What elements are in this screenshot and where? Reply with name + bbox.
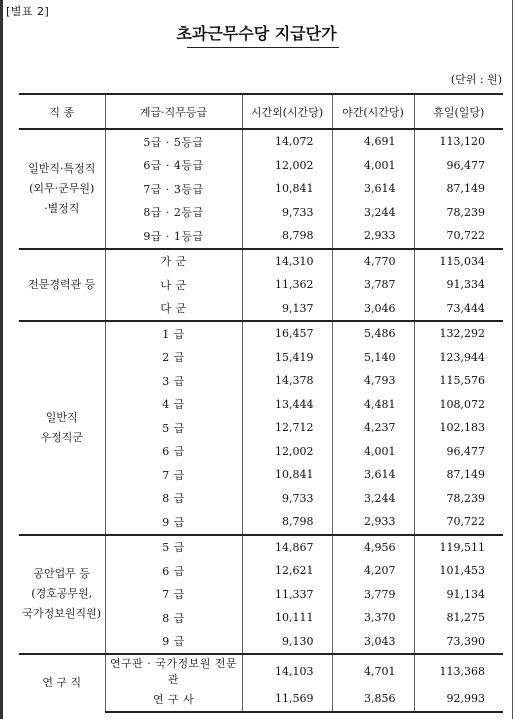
overtime-cell: 8,798 bbox=[242, 224, 332, 249]
night-cell: 4,481 bbox=[332, 393, 414, 417]
grade-cell: 6 급 bbox=[162, 445, 185, 459]
grade-cell: 가 군 bbox=[105, 249, 242, 274]
grade-cell: 9 급 bbox=[162, 515, 185, 529]
holiday-cell: 115,576 bbox=[414, 369, 503, 393]
page-title: 초과근무수당 지급단가 bbox=[176, 24, 337, 43]
grade-cell: 다 군 bbox=[160, 302, 187, 316]
holiday-cell: 132,292 bbox=[414, 321, 503, 346]
holiday-cell: 96,477 bbox=[414, 154, 503, 178]
overtime-cell: 10,111 bbox=[242, 606, 332, 630]
unit-note: (단위 : 원) bbox=[450, 73, 502, 86]
holiday-cell: 96,477 bbox=[414, 440, 503, 464]
category-line: 일반직 bbox=[45, 410, 78, 424]
overtime-cell: 16,457 bbox=[242, 321, 332, 346]
category-line: (외무·군무원) bbox=[29, 181, 95, 195]
overtime-cell: 10,841 bbox=[242, 463, 332, 487]
category-line: 일반직·특정직 bbox=[28, 161, 96, 175]
header-job-type: 직 종 bbox=[19, 94, 105, 129]
overtime-cell: 14,072 bbox=[242, 129, 332, 154]
night-cell: 4,701 bbox=[332, 654, 414, 687]
night-cell: 3,043 bbox=[332, 630, 414, 655]
overtime-cell: 12,002 bbox=[242, 440, 332, 464]
grade-cell: 2 급 bbox=[162, 351, 185, 365]
night-cell: 3,856 bbox=[332, 687, 414, 712]
holiday-cell: 123,944 bbox=[414, 346, 503, 370]
overtime-cell: 12,621 bbox=[242, 559, 332, 583]
holiday-cell: 78,239 bbox=[414, 201, 503, 225]
grade-cell: 5 급 bbox=[105, 535, 242, 560]
category-cell bbox=[19, 129, 105, 249]
night-cell: 3,614 bbox=[332, 177, 414, 201]
holiday-cell: 115,034 bbox=[414, 249, 503, 274]
night-cell: 3,370 bbox=[332, 606, 414, 630]
table-row bbox=[19, 249, 503, 274]
grade-cell: 3 급 bbox=[162, 374, 185, 388]
category-line: 전문경력관 등 bbox=[28, 277, 96, 291]
grade-cell: 9 급 bbox=[162, 635, 185, 649]
grade-cell: 6급 · 4등급 bbox=[143, 159, 204, 173]
night-cell: 4,793 bbox=[332, 369, 414, 393]
category-line: 연 구 직 bbox=[42, 676, 82, 690]
allowance-table bbox=[19, 93, 503, 713]
grade-cell: 5급 · 5등급 bbox=[105, 129, 242, 154]
night-cell: 3,779 bbox=[332, 583, 414, 607]
category-line: 우정직군 bbox=[40, 430, 83, 444]
holiday-cell: 119,511 bbox=[414, 535, 503, 560]
night-cell: 4,691 bbox=[332, 129, 414, 154]
overtime-cell: 9,137 bbox=[242, 297, 332, 322]
night-cell: 4,001 bbox=[332, 154, 414, 178]
grade-cell: 9급 · 1등급 bbox=[143, 229, 204, 243]
holiday-cell: 70,722 bbox=[414, 510, 503, 535]
night-cell: 2,933 bbox=[332, 224, 414, 249]
night-cell: 5,140 bbox=[332, 346, 414, 370]
grade-cell: 8 급 bbox=[162, 611, 185, 625]
category-cell bbox=[19, 321, 105, 535]
holiday-cell: 91,134 bbox=[414, 583, 503, 607]
holiday-cell: 113,368 bbox=[414, 654, 503, 687]
grade-cell: 5 급 bbox=[162, 421, 185, 435]
table-row bbox=[19, 535, 503, 560]
overtime-cell: 8,798 bbox=[242, 510, 332, 535]
night-cell: 3,244 bbox=[332, 487, 414, 511]
table-row bbox=[19, 654, 503, 687]
table-row bbox=[19, 129, 503, 154]
night-cell: 4,237 bbox=[332, 416, 414, 440]
overtime-cell: 14,378 bbox=[242, 369, 332, 393]
category-cell bbox=[19, 535, 105, 655]
overtime-cell: 11,337 bbox=[242, 583, 332, 607]
grade-cell: 8급 · 2등급 bbox=[143, 206, 204, 220]
grade-cell: 7급 · 3등급 bbox=[143, 182, 204, 196]
night-cell: 4,956 bbox=[332, 535, 414, 560]
night-cell: 4,770 bbox=[332, 249, 414, 274]
night-cell: 4,001 bbox=[332, 440, 414, 464]
header-holiday: 휴일(일당) bbox=[414, 94, 503, 129]
title-underline bbox=[187, 47, 339, 48]
holiday-cell: 73,390 bbox=[414, 630, 503, 655]
grade-cell: 연구관 · 국가정보원 전문관 bbox=[105, 654, 242, 687]
holiday-cell: 102,183 bbox=[414, 416, 503, 440]
overtime-cell: 14,867 bbox=[242, 535, 332, 560]
holiday-cell: 73,444 bbox=[414, 297, 503, 322]
grade-cell: 연 구 사 bbox=[105, 687, 242, 712]
holiday-cell: 92,993 bbox=[414, 687, 503, 712]
overtime-cell: 9,733 bbox=[242, 487, 332, 511]
category-cell bbox=[19, 654, 105, 712]
holiday-cell: 91,334 bbox=[414, 273, 503, 297]
category-line: (경호공무원, bbox=[31, 587, 93, 601]
overtime-cell: 14,310 bbox=[242, 249, 332, 274]
overtime-cell: 9,130 bbox=[242, 630, 332, 655]
holiday-cell: 113,120 bbox=[414, 129, 503, 154]
holiday-cell: 70,722 bbox=[414, 224, 503, 249]
grade-cell: 7 급 bbox=[162, 588, 185, 602]
holiday-cell: 87,149 bbox=[414, 463, 503, 487]
overtime-cell: 13,444 bbox=[242, 393, 332, 417]
night-cell: 3,787 bbox=[332, 273, 414, 297]
overtime-cell: 9,733 bbox=[242, 201, 332, 225]
overtime-cell: 12,712 bbox=[242, 416, 332, 440]
holiday-cell: 108,072 bbox=[414, 393, 503, 417]
header-overtime: 시간외(시간당) bbox=[242, 94, 332, 129]
category-line: 국가정보원직원) bbox=[22, 607, 102, 621]
overtime-cell: 15,419 bbox=[242, 346, 332, 370]
header-row bbox=[19, 94, 503, 129]
grade-cell: 나 군 bbox=[160, 278, 187, 292]
grade-cell: 1 급 bbox=[105, 321, 242, 346]
night-cell: 5,486 bbox=[332, 321, 414, 346]
night-cell: 3,614 bbox=[332, 463, 414, 487]
grade-cell: 6 급 bbox=[162, 564, 185, 578]
overtime-cell: 11,362 bbox=[242, 273, 332, 297]
night-cell: 2,933 bbox=[332, 510, 414, 535]
holiday-cell: 78,239 bbox=[414, 487, 503, 511]
overtime-cell: 10,841 bbox=[242, 177, 332, 201]
holiday-cell: 101,453 bbox=[414, 559, 503, 583]
grade-cell: 4 급 bbox=[162, 398, 185, 412]
annex-label: [별표 2] bbox=[6, 5, 50, 18]
night-cell: 3,244 bbox=[332, 201, 414, 225]
overtime-cell: 11,569 bbox=[242, 687, 332, 712]
overtime-cell: 14,103 bbox=[242, 654, 332, 687]
category-cell bbox=[19, 249, 105, 322]
overtime-cell: 12,002 bbox=[242, 154, 332, 178]
grade-cell: 7 급 bbox=[162, 468, 185, 482]
night-cell: 3,046 bbox=[332, 297, 414, 322]
table-row bbox=[19, 321, 503, 346]
table-body bbox=[19, 129, 503, 712]
category-line: ·별정직 bbox=[44, 201, 80, 215]
holiday-cell: 81,275 bbox=[414, 606, 503, 630]
category-line: 공안업무 등 bbox=[33, 567, 91, 581]
header-night: 야간(시간당) bbox=[332, 94, 414, 129]
night-cell: 4,207 bbox=[332, 559, 414, 583]
holiday-cell: 87,149 bbox=[414, 177, 503, 201]
header-grade: 계급·직무등급 bbox=[105, 94, 242, 129]
grade-cell: 8 급 bbox=[162, 492, 185, 506]
